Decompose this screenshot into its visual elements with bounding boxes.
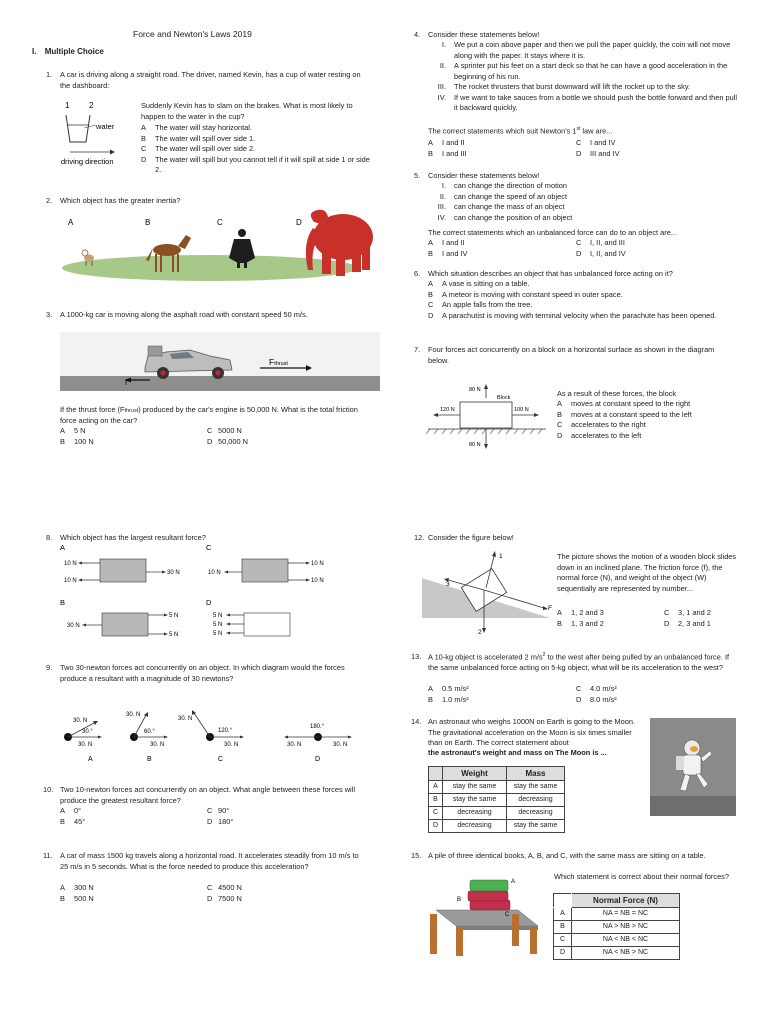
fig-label-direction: driving direction <box>61 157 114 166</box>
question-text: Two 30-newton forces act concurrently on an object. In which diagram would the forces produce a resultant with a magnitude of 30 newtons? <box>60 663 345 683</box>
option-a[interactable]: A I and II <box>428 138 465 147</box>
svg-text:5 N: 5 N <box>169 613 179 619</box>
question-prompt: Which statement is correct about their normal forces? <box>554 872 729 881</box>
fig-label-f: F <box>548 605 552 612</box>
table-row[interactable]: B NA > NB > NC <box>554 921 680 934</box>
block-label: Block <box>497 395 511 401</box>
question-text: A car of mass 1500 kg travels along a horizontal road. It accelerates steadily from 10 m/s to 25 m/s in 5 seconds. What is the force needed to produce this acceleration? <box>60 851 359 871</box>
svg-text:5 N: 5 N <box>213 631 223 637</box>
question-text: Consider these statements below! <box>428 30 540 39</box>
option-d[interactable]: D 180° <box>207 817 234 826</box>
table-row[interactable]: A stay the same stay the same <box>429 781 565 794</box>
fig-label-c: C <box>505 912 510 918</box>
option-c[interactable]: C 90° <box>207 806 230 815</box>
table-row[interactable]: A NA = NB = NC <box>554 908 680 921</box>
fig-label-water: water <box>96 122 115 131</box>
statement: III. can change the mass of an object <box>437 202 565 212</box>
option-a[interactable]: A 1, 2 and 3 <box>557 608 604 617</box>
option-a[interactable]: A moves at constant speed to the right <box>557 399 691 408</box>
label-a: A <box>60 543 66 552</box>
statement: II. A sprinter put his feet on a start deck so that he can have a good acceleration in the beginning of his run. <box>439 61 728 81</box>
question-number: 8. <box>46 533 53 542</box>
options <box>141 123 371 176</box>
statement: I. can change the direction of motion <box>441 181 567 190</box>
option-d[interactable]: D A parachutist is moving with terminal velocity when the parachute has been opened. <box>428 310 717 320</box>
label-b: B <box>60 598 66 607</box>
force-top: 80 N <box>469 387 481 393</box>
svg-text:5 N: 5 N <box>169 632 179 638</box>
astronaut-image <box>650 718 736 816</box>
question-number: 10. <box>43 785 54 794</box>
label-d: D <box>296 218 302 227</box>
option-b[interactable]: B 100 N <box>60 437 94 446</box>
svg-text:10 N: 10 N <box>64 561 77 567</box>
question-prompt: Suddenly Kevin has to slam on the brakes. What is most likely to happen to the water in the cup? <box>141 101 353 121</box>
svg-text:120.°: 120.° <box>218 728 233 734</box>
table-row[interactable]: C NA < NB < NC <box>554 934 680 947</box>
option-b[interactable]: B 1.0 m/s² <box>428 695 469 704</box>
option-c[interactable]: C I and IV <box>576 138 616 147</box>
page-title: Force and Newton's Laws 2019 <box>133 29 252 39</box>
force-right: 100 N <box>514 407 529 413</box>
svg-text:10 N: 10 N <box>208 570 221 576</box>
table-row[interactable]: B stay the same decreasing <box>429 794 565 807</box>
friction-label: f <box>125 378 128 387</box>
question-number: 15. <box>411 851 422 860</box>
option-b[interactable]: B moves at a constant speed to the left <box>557 409 692 419</box>
option-d[interactable]: D 7500 N <box>207 894 242 903</box>
question-number: 5. <box>414 171 421 180</box>
svg-text:30.°: 30.° <box>82 729 93 735</box>
svg-text:30. N: 30. N <box>287 742 302 748</box>
car-figure <box>60 332 380 394</box>
resultant-force-diagrams <box>58 542 358 642</box>
option-d[interactable]: D 8.0 m/s² <box>576 695 617 704</box>
option-a[interactable]: A 0.5 m/s² <box>428 684 469 693</box>
question-text: An astronaut who weighs 1000N on Earth is going to the Moon. The gravitational acceleration on the Moon is six times smaller than on Earth. The correct statement about <box>428 717 636 748</box>
option-b[interactable]: B I and IV <box>428 249 468 258</box>
question-text: Which object has the largest resultant force? <box>60 533 206 542</box>
table-row[interactable]: D decreasing stay the same <box>429 820 565 833</box>
option-a[interactable]: A The water will stay horizontal. <box>141 123 252 132</box>
statement: II. can change the speed of an object <box>439 191 567 201</box>
statement: IV. If we want to take sauces from a bottle we should push the bottle forward and then pull it backward quickly. <box>437 92 738 113</box>
question-prompt: The correct statements which an unbalanced force can do to an object are... <box>428 228 677 237</box>
fig-label-1: 1 <box>499 553 503 560</box>
svg-text:30. N: 30. N <box>150 742 165 748</box>
option-c[interactable]: C I, II, and III <box>576 238 625 247</box>
option-a[interactable]: A 300 N <box>60 883 94 892</box>
option-c[interactable]: C 3, 1 and 2 <box>664 608 711 617</box>
option-c[interactable]: C 4.0 m/s² <box>576 684 617 693</box>
svg-text:30. N: 30. N <box>73 718 88 724</box>
option-b[interactable]: B I and III <box>428 149 467 158</box>
question-text: Which object has the greater inertia? <box>60 196 181 205</box>
fig-label-a: A <box>511 879 516 885</box>
statement-list <box>428 40 740 114</box>
question-prompt: As a result of these forces, the block <box>557 389 677 398</box>
svg-text:30 N: 30 N <box>167 570 180 576</box>
table-row[interactable]: C decreasing decreasing <box>429 807 565 820</box>
question-number: 9. <box>46 663 53 672</box>
section-title: Multiple Choice <box>44 47 104 56</box>
svg-text:30. N: 30. N <box>78 742 93 748</box>
question-text: A 10-kg object is accelerated 2 $m/s^2$ to the west after being pulled by an unbalanced force. If the same unbalanced force acting on 5-kg object, what will be its acceleration to the west? <box>428 652 730 672</box>
svg-text:180.°: 180.° <box>310 724 325 730</box>
question-number: 3. <box>46 310 53 319</box>
option-b[interactable]: B 500 N <box>60 894 94 903</box>
question-text: Consider these statements below! <box>428 171 540 180</box>
options <box>428 279 728 321</box>
section-number: I. <box>32 47 37 56</box>
answer-table: Normal Force (N) A NA = NB = NC B NA > NB > NC C NA < NB < NC D NA < NB > NC <box>553 893 680 960</box>
option-b[interactable]: B 1, 3 and 2 <box>557 619 604 628</box>
svg-text:30. N: 30. N <box>224 742 239 748</box>
option-a[interactable]: A I and II <box>428 238 465 247</box>
svg-text:10 N: 10 N <box>311 578 324 584</box>
question-number: 11. <box>43 851 53 860</box>
question-text: Consider the figure below! <box>428 533 514 542</box>
fig-label-2: 2 <box>89 101 94 110</box>
statement: IV. can change the position of an object <box>437 212 573 222</box>
label-b: B <box>145 218 151 227</box>
question-text: Which situation describes an object that has unbalanced force acting on it? <box>428 269 673 278</box>
svg-text:5 N: 5 N <box>213 613 223 619</box>
svg-text:10 N: 10 N <box>64 578 77 584</box>
question-prompt: The correct statements which suit Newton's 1st law are... <box>428 126 613 136</box>
option-c[interactable]: C The water will spill over side 2. <box>141 144 256 154</box>
question-number: 7. <box>414 345 421 354</box>
question-prompt: If the thrust force (Fthrust) produced by the car's engine is 50,000 N. What is the total friction force acting on the car? <box>60 405 358 425</box>
force-bottom: 80 N <box>469 442 481 448</box>
fig-label-1: 1 <box>65 101 70 110</box>
option-a[interactable]: A 0° <box>60 806 82 815</box>
label-c: C <box>217 218 223 227</box>
option-c[interactable]: C accelerates to the right <box>557 420 646 430</box>
section-heading <box>32 46 104 57</box>
option-a[interactable]: A A vase is sitting on a table. <box>428 279 530 288</box>
question-number: 6. <box>414 269 421 278</box>
label-c: C <box>218 756 224 763</box>
option-d[interactable]: D accelerates to the left <box>557 430 642 440</box>
svg-text:60.°: 60.° <box>144 729 155 735</box>
option-d[interactable]: D 50,000 N <box>207 437 248 446</box>
option-c[interactable]: C 4500 N <box>207 883 242 892</box>
fig-label-3: 3 <box>446 581 450 588</box>
fig-label-2: 2 <box>478 629 482 636</box>
option-b[interactable]: B A meteor is moving with constant speed in outer space. <box>428 289 623 299</box>
svg-text:30. N: 30. N <box>126 712 141 718</box>
option-d[interactable]: D I, II, and IV <box>576 249 626 258</box>
svg-text:5 N: 5 N <box>213 622 223 628</box>
label-b: B <box>147 756 152 763</box>
option-d[interactable]: D 2, 3 and 1 <box>664 619 711 628</box>
question-number: 14. <box>411 717 422 726</box>
question-text: Two 10-newton forces act concurrently on an object. What angle between these forces will produce the greatest resultant force? <box>60 785 355 805</box>
question-number: 4. <box>414 30 421 39</box>
statement-list <box>428 181 740 223</box>
books-table-figure <box>426 870 546 958</box>
question-text: A 1000-kg car is moving along the asphalt road with constant speed 50 m/s. <box>60 310 308 319</box>
label-a: A <box>88 756 93 763</box>
vector-diagrams <box>58 700 368 768</box>
answer-table: Weight Mass A stay the same stay the same B stay the same decreasing C decreasing decreasing D decreasing stay the same <box>428 766 565 833</box>
thrust-label: Fthrust <box>269 357 288 367</box>
incline-figure <box>420 546 555 638</box>
cup-figure <box>58 98 148 168</box>
question-number: 1. <box>46 70 53 79</box>
table-row[interactable]: D NA < NB > NC <box>554 947 680 960</box>
svg-text:10 N: 10 N <box>311 561 324 567</box>
question-prompt: The picture shows the motion of a wooden block slides down in an inclined plane. The friction force (f), the normal force (N), and weight of the object (W) sequentially are represented by number... <box>557 552 737 593</box>
svg-text:30 N: 30 N <box>67 623 80 629</box>
option-a[interactable]: A 5 N <box>60 426 86 435</box>
option-c[interactable]: C 5000 N <box>207 426 242 435</box>
option-c[interactable]: C An apple falls from the tree. <box>428 300 533 310</box>
statement: III. The rocket thrusters that burst downward will lift the rocket up to the sky. <box>437 82 691 92</box>
label-c: C <box>206 543 212 552</box>
statement: I. We put a coin above paper and then we pull the paper quickly, the coin will not move along with the paper. It stays where it is. <box>441 40 731 60</box>
books-icon <box>468 880 510 910</box>
question-number: 2. <box>46 196 53 205</box>
question-number: 12. <box>414 533 425 542</box>
svg-text:30. N: 30. N <box>178 716 193 722</box>
label-d: D <box>206 598 212 607</box>
svg-text:30. N: 30. N <box>333 742 348 748</box>
option-d[interactable]: D The water will spill but you cannot tell if it will spill at side 1 or side 2. <box>141 154 370 175</box>
option-d[interactable]: D III and IV <box>576 149 620 158</box>
label-a: A <box>68 218 74 227</box>
inertia-figure <box>60 208 370 288</box>
block-force-diagram <box>424 382 554 454</box>
question-text: A pile of three identical books, A, B, and C, with the same mass are sitting on a table. <box>428 851 706 860</box>
question-prompt: the astronaut's weight and mass on The Moon is ... <box>428 748 607 757</box>
fig-label-b: B <box>457 897 462 903</box>
label-d: D <box>315 756 321 763</box>
option-b[interactable]: B The water will spill over side 1. <box>141 133 256 143</box>
question-text: A car is driving along a straight road. The driver, named Kevin, has a cup of water resting on the dashboard: <box>60 70 361 90</box>
force-left: 120 N <box>440 407 455 413</box>
question-number: 13. <box>411 652 422 661</box>
options <box>557 399 737 441</box>
option-b[interactable]: B 45° <box>60 817 86 826</box>
question-text: Four forces act concurrently on a block on a horizontal surface as shown in the diagram below. <box>428 345 715 365</box>
